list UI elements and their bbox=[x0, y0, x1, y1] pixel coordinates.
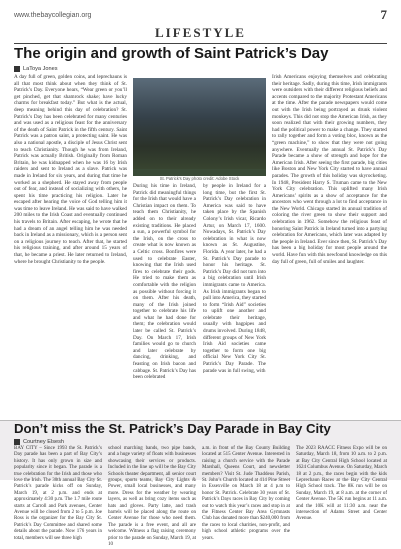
author-icon bbox=[14, 439, 20, 445]
parade-column-3: a.m. in front of the Bay County Building located at 515 Center Avenue. Interested in raising a church service with the Parade Marshall, Queens Court, and newsletter members? Visit St. Jude Thaddeus Parish, St. John’s Church located at 414 Pine Street in Essexville on March 18 at 4 p.m to honor St. Patrick. Celebrate 30 years of St. Patrick’s Days races in Bay City by coming out to watch this year’s races and stop in at the Fitness Center Bay Area Gymnasts Club has donated more than $240,000 from the races to local charities, non-profit, and high school athletic programs over the years. bbox=[202, 446, 290, 541]
parade-column-2: school marching bands, two pipe bands, and a huge variety of floats with businesses showcasing their services or products. Included in the line up will be the Bay City Schools theater department, all senior court groups, sports teams, Bay City Lights & Power, small local businesses, and many more. Dress for the weather by wearing layers, as well as bring cozy items such as hats and gloves. Party latte, and trash barrels will be placed along the route on Center Avenue for those who need them. The parade is a free event, and all are welcome. Witness a flag raising ceremony prior to the parade on Sunday, March 19, at 10 bbox=[108, 446, 196, 548]
parade-byline bbox=[14, 439, 64, 445]
photo-caption: St. Patrick’s Day photo credit: Adobe Stock bbox=[159, 176, 240, 181]
article-column-3: by people in Ireland for a long time, but the first St. Patrick’s Day celebration in America was said to have taken place by the Spanish Colony’s Irish vicar, Ricardo Artur, on March 17, 1600. Nowadays, St. Patrick’s Day celebration in what is now known as St. Augustine, Florida. A year later, he had a St. Patrick’s Day parade to honor his heritage. St. Patrick’s Day did not turn into a big celebration until Irish immigrants came to America. As Irish immigrants began to pull into America, they started to form “Irish Aid” societies to uplift one another and celebrate their heritage, usually with bagpipes and drums involved. During 1848, different groups of New York Irish Aid societies came together to form one big official New York City St. Patrick’s Day Parade. The parade was in full swing, with bbox=[203, 183, 266, 374]
article-headline: The origin and growth of Saint Patrick’s Day bbox=[14, 45, 329, 62]
parade-column-1: BAY CITY – Since 1993 the St. Patrick’s Day parade has been a part of Bay City’s history. It has only grown in size and popularity since it began. The parade is a true celebration for the Irish and those who love the Irish. The 30th annual Bay City St. Patrick’s parade kicks off on Sunday, March 19, at 2 p.m. and ends at approximately 4:30 p.m. The 1.7 mile route starts at Carroll and Park avenues, Center Avenue will be closed from 2 to 5 p.m. Joe Ross is the organizer for the Bay City St. Patrick’s Day Committee and shared some details about the parade. Now 176 years in total, members will see three high bbox=[14, 446, 102, 541]
article-column-4: Irish Americans enjoying themselves and celebrating their heritage. Sadly, during this time, Irish immigrants were outsiders with their different religious beliefs and accents compared to the majority Protestant Americans at the time. After the parade newspapers would come out with the Irish being portrayed as drunk violent monkeys. This did not stop the American Irish, as they soon realized that with their growing numbers, they had the political power to make a change. They started to rally together and form a voting bloc, known as the “green machine,” to show that they were not going anywhere. Eventually the annual St. Patrick’s Day Parade became a show of strength and hope for the American Irish. After seeing the first parade, big cities like Boston and New York City started to have annual parades. The growth of this holiday was skyrocketing. In 1948, President Harry S. Truman came to the New York City celebration. This uplifted many Irish Americans’ spirits as a show of acceptance for the ancestors who went through a lot to find acceptance in the New World. Chicago started its annual tradition of coloring the river green to show their support and celebration in 1962. Somehow the religious feast of honoring Saint Patrick in Ireland turned into a partying celebration for Americans, which later was adapted by the people in Ireland. Ever since then, St. Patrick’s Day has been a big holiday for most people around the world. Have fun with this newfound knowledge on this day full of green, full of smiles and laughter. bbox=[272, 74, 387, 265]
section-title: LIFESTYLE bbox=[14, 25, 387, 44]
parade-headline: Don’t miss the St. Patrick’s Day Parade in Bay City bbox=[14, 421, 331, 436]
article-byline bbox=[14, 66, 58, 72]
article-column-2: During his time in Ireland, Patrick did meaningful things for the Irish that would have a Christian impact on them. To teach them Christianity, he added on to their already existing traditions. He placed a sun, a powerful symbol for the Irish, on the cross to create what is now known as a Celtic cross. Bonfires were used to celebrate Easter, knowing that the Irish used fires to celebrate their gods. He tried to make them as comfortable with the religion as possible without forcing it on them. After his death, many of the Irish joined together to celebrate his life and what he had done for them; the celebration would later be called St. Patrick’s Day. On March 17, Irish families would go to church and later celebrate by dancing, drinking, and feasting on Irish bacon and cabbage. St. Patrick’s Day has been celebrated bbox=[133, 183, 196, 381]
author-icon bbox=[14, 66, 20, 72]
parade-author-name: Courtney Elsesh bbox=[23, 439, 65, 445]
article-photo bbox=[133, 78, 266, 176]
parade-column-4: The 2023 RAACC Fitness Expo will be on Saturday, March 18, from 10 a.m. to 2 p.m. at Bay City Central High School located at 1624 Columbus Avenue. On Saturday, March 18 at 2 p.m., the races begin with the kids Leprechaun Races at the Bay City Central High School track. The 8K run will be on Sunday, March 19, at 8 a.m. at the corner of Center Avenue. The 5K run begins at 11 a.m. and the 10K will at 11:30 a.m. near the intersection of Adams Street and Center Avenue. bbox=[296, 446, 387, 522]
website-url[interactable]: www.thebaycollegian.org bbox=[14, 11, 92, 19]
author-name: LaToya Jones bbox=[23, 66, 58, 72]
article-column-1: A day full of green, golden coins, and leprechauns is all that most think about when they think of St. Patrick’s Day. Everyone hears, “Wear green or you’ll get pinched, get that shamrock shake; have lucky charms for breakfast today.” But what is the actual, deep meaning behind this day of celebration? St. Patrick’s Day has been celebrated for many centuries and was used as a religious feast for the anniversary of the death of Saint Patrick in the fifth century. Saint Patrick was a patron saint, a protecting saint. He was also a national apostle, a disciple of Jesus Christ sent to teach Christianity. Though he was from Ireland, Patrick was actually British. Originally from Roman Britain, he was kidnapped when he was 16 by Irish raiders and sent to Ireland as a slave. Patrick was made in Ireland for six years, and during that time he worked as a shepherd. He stayed away from people out of fear, and instead of socializing with others, he spent his time practicing his religion. Later he escaped after hearing the voice of God telling him it was time to leave Ireland. He was said to have walked 200 miles to the Irish Coast and eventually continued his travels to Britain. After escaping, he wrote that he had a dream of an angel telling him he was needed back in Ireland as a missionary, which is a person sent on a religious journey to teach. After that, he started his religious training, and after around 15 years of that, he became a priest. He later returned to Ireland, where he brought Christianity to the people. bbox=[14, 74, 127, 265]
page-number: 7 bbox=[380, 7, 387, 22]
page-header bbox=[14, 8, 387, 22]
